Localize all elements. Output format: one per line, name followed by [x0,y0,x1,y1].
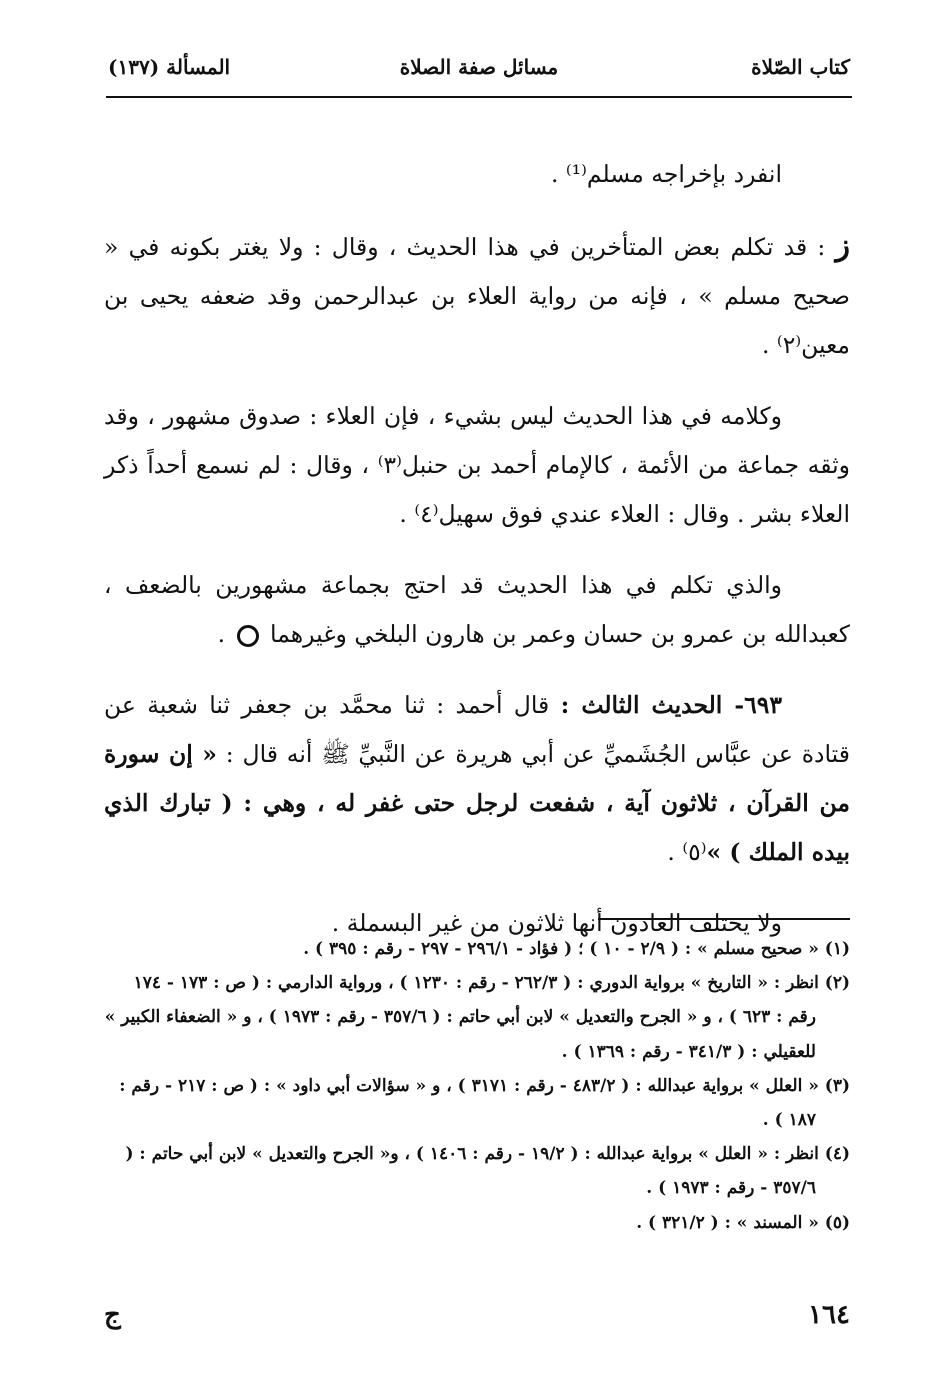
page-footer [104,1300,850,1340]
hadith-number: ٦٩٣- الحديث الثالث : [560,691,782,719]
footnote-5: (٥) « المسند » : ( ٣٢١/٢ ) . [636,1212,850,1233]
hadith-quote: « إن سورة من القرآن ، ثلاثون آية ، شفعت لرجل حتى غفر له ، وهي : ( تبارك الذي بيده الملك ) » [104,740,850,866]
page-number: ١٦٤ [808,1300,850,1330]
paragraph-4-end: . [217,620,226,648]
footnote-1: (١) « صحيح مسلم » : ( ٢/٩ - ١٠ ) ؛ ( فؤاد - ٢٩٦/١ - ٢٩٧ - رقم : ٣٩٥ ) . [303,939,850,959]
hadith-paragraph [104,681,850,877]
footnote-3: (٣) « العلل » برواية عبدالله : ( ٤٨٣/٢ - رقم : ٣١٧١ ) ، و « سؤالات أبي داود » : ( ص : ٢١٧ - رقم : ١٨٧ ) . [119,1075,850,1131]
paragraph-2 [104,221,850,370]
footnote-2: (٢) انظر : « التاريخ » برواية الدوري : ( ٢٦٢/٣ - رقم : ١٢٣٠ ) ، ورواية الدارمي : ( ص : ١٧٣ - ١٧٤ رقم : ٦٢٣ ) ، و « الجرح والتعديل » لابن أبي حاتم : ( ٣٥٧/٦ - رقم : ١٩٧٣ ) ، و « الضعفاء الكبير » للعقيلي : ( ٣٤١/٣ - رقم : ١٣٦٩ ) . [104,973,850,1062]
editor-marker: ز [835,228,850,263]
footnote-rule [598,918,850,920]
running-header [108,55,850,91]
header-book-title: كتاب الصّلاة [751,55,850,79]
header-section-title: مسائل صفة الصلاة [399,55,559,79]
paragraph-6: ولا يختلف العادون أنها ثلاثون من غير البسملة . [331,909,782,937]
paragraph-4 [104,561,850,659]
paragraph-2-text: : قد تكلم بعض المتأخرين في هذا الحديث ، وقال : ولا يغتر بكونه في « صحيح مسلم » ، فإنه من رواية العلاء بن عبدالرحمن وقد ضعفه يحيى بن معين⁽٢⁾ . [104,233,850,359]
header-issue-number: المسألة (١٣٧) [108,55,231,79]
footnotes [104,932,850,1240]
paragraph-3: وكلامه في هذا الحديث ليس بشيء ، فإن العلاء : صدوق مشهور ، وقد وثقه جماعة من الأئمة ، كالإمام أحمد بن حنبل⁽٣⁾ ، وقال : لم نسمع أحداً ذكر العلاء بشر . وقال : العلاء عندي فوق سهيل⁽٤⁾ . [104,402,850,528]
footnote-4: (٤) انظر : « العلل » برواية عبدالله : ( ١٩/٢ - رقم : ١٤٠٦ ) ، و« الجرح والتعديل » لابن أبي حاتم : ( ٣٥٧/٦ - رقم : ١٩٧٣ ) . [125,1144,850,1199]
hadith-end: ⁽٥⁾ . [667,838,707,866]
main-text [104,150,850,970]
signature-mark: ج [104,1300,121,1330]
paragraph-1: انفرد بإخراجه مسلم⁽¹⁾ . [550,160,782,188]
paragraph-4-text: والذي تكلم في هذا الحديث قد احتج بجماعة مشهورين بالضعف ، كعبدالله بن عمرو بن حسان وعمر بن هارون البلخي وغيرهما [104,571,850,648]
hadith-isnad: قال أحمد : ثنا محمَّد بن جعفر ثنا شعبة عن قتادة عن عبَّاس الجُشَميِّ عن أبي هريرة عن النَّبيِّ ﷺ أنه قال : [104,691,850,768]
end-circle-icon [237,625,259,647]
header-rule [106,96,852,98]
